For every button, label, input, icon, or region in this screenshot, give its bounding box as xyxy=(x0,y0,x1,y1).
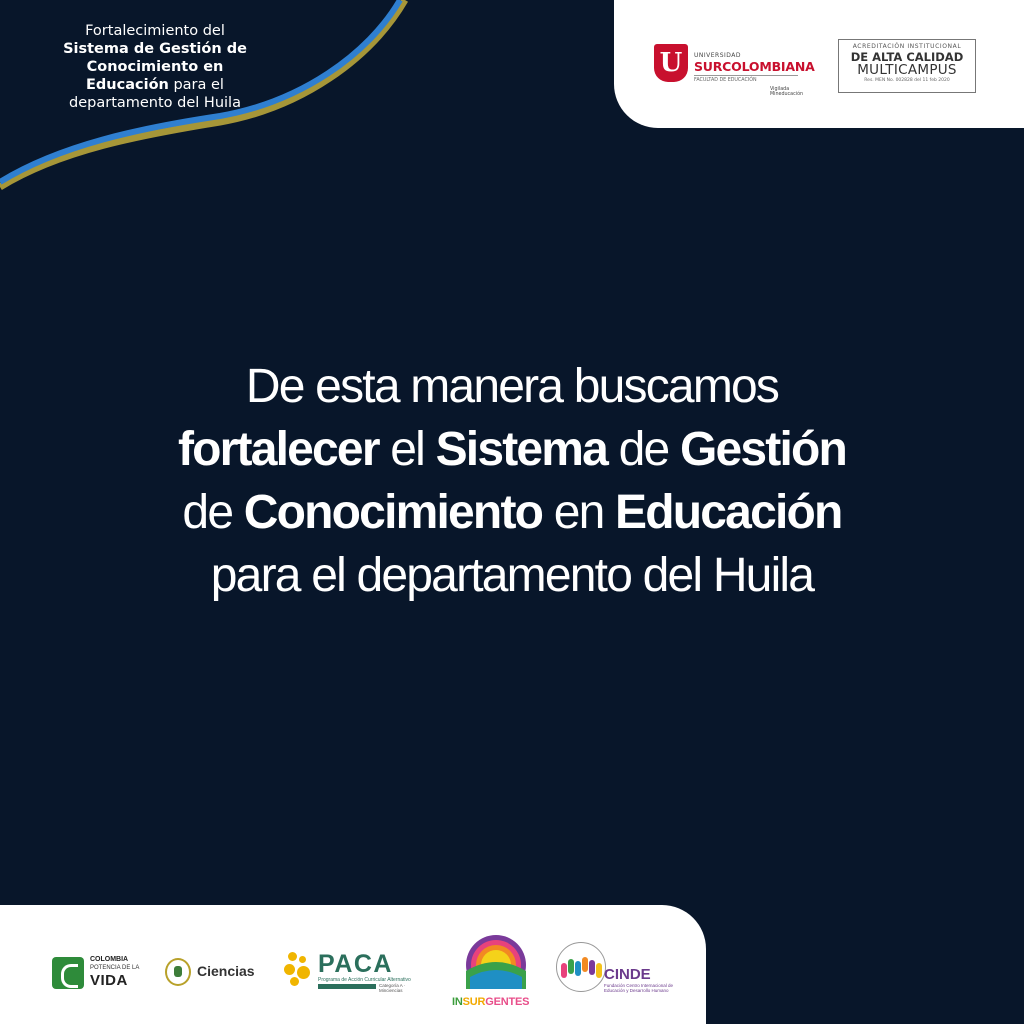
hl-fortalecer: fortalecer xyxy=(177,423,379,476)
usco-logo xyxy=(654,44,815,97)
hl-conocimiento: Conocimiento xyxy=(243,486,543,539)
ciencias-seal-icon xyxy=(165,958,191,986)
paca-bar xyxy=(318,984,376,989)
ciencias-logo xyxy=(165,956,265,990)
paca-subtitle: Programa de Acción Curricular Alternativo xyxy=(318,977,411,983)
top-logo-card xyxy=(614,0,1024,128)
headline-line-3 xyxy=(62,481,962,544)
insurgentes-rainbow-icon xyxy=(452,933,542,997)
usco-tagline: Vigilada Mineducación xyxy=(770,87,804,97)
headline-line-2 xyxy=(62,418,962,481)
insur-gentes: GENTES xyxy=(485,996,530,1008)
hl-el: el xyxy=(378,423,436,476)
paca-logo xyxy=(284,950,419,995)
insurgentes-logo xyxy=(452,933,542,1009)
accreditation-small: ACREDITACIÓN INSTITUCIONAL xyxy=(852,43,962,50)
colombia-vida-logo xyxy=(52,954,152,992)
usco-divider xyxy=(694,75,798,76)
hl-en: en xyxy=(542,486,616,539)
insurgentes-text xyxy=(452,996,529,1008)
hl-sistema: Sistema xyxy=(435,423,608,476)
usco-university: UNIVERSIDAD xyxy=(694,52,742,59)
accreditation-badge xyxy=(838,39,976,93)
hl-educacion: Educación xyxy=(615,486,842,539)
header-title xyxy=(40,22,270,112)
hl-de-2: de xyxy=(182,486,244,539)
usco-name: SURCOLOMBIANA xyxy=(694,59,815,74)
potencia-text: POTENCIA DE LA xyxy=(90,965,140,971)
header-line-5: departamento del Huila xyxy=(69,95,241,111)
paca-subtitle-2: Categoría A · Minciencias xyxy=(379,983,406,993)
accreditation-big: DE ALTA CALIDAD xyxy=(850,50,964,64)
accreditation-multi: MULTICAMPUS xyxy=(857,62,957,78)
accreditation-resolution: Res. MEN No. 002828 del 11 feb 2020 xyxy=(864,78,950,83)
paca-text: PACA xyxy=(318,950,393,978)
main-headline xyxy=(62,355,962,607)
header-line-1: Fortalecimiento del xyxy=(85,23,225,39)
ciencias-text: Ciencias xyxy=(197,963,255,979)
usco-shield-icon: U xyxy=(654,44,688,82)
insur-sur: SUR xyxy=(462,996,486,1008)
usco-faculty: FACULTAD DE EDUCACIÓN xyxy=(694,78,757,83)
colombia-vida-icon xyxy=(52,957,84,989)
vida-text: VIDA xyxy=(90,972,128,989)
header-line-4-bold: Educación xyxy=(86,77,169,93)
header-line-2: Sistema de Gestión de xyxy=(63,41,247,57)
hl-gestion: Gestión xyxy=(679,423,847,476)
cinde-logo xyxy=(556,942,686,996)
headline-line-4: para el departamento del Huila xyxy=(210,549,814,602)
cinde-people-icon xyxy=(556,942,606,992)
colombia-text: COLOMBIA xyxy=(90,956,129,963)
hl-de: de xyxy=(607,423,680,476)
insur-in: IN xyxy=(452,996,463,1008)
cinde-text: CINDE xyxy=(604,966,651,983)
header-line-4-rest: para el xyxy=(168,77,224,93)
header-line-3: Conocimiento en xyxy=(86,59,224,75)
cinde-subtitle: Fundación Centro Internacional de Educación y Desarrollo Humano xyxy=(604,983,674,993)
headline-line-1: De esta manera buscamos xyxy=(245,360,779,413)
